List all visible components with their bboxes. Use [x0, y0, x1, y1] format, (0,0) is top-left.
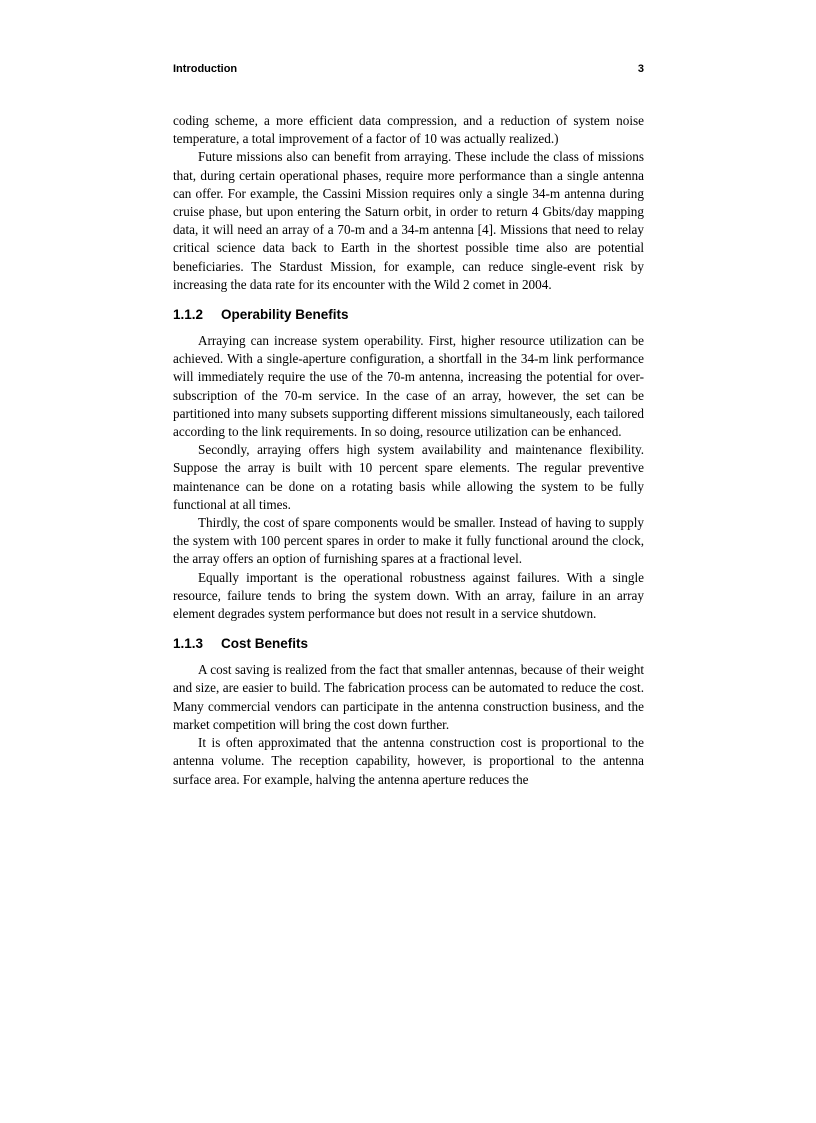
section-number: 1.1.3	[173, 636, 204, 652]
paragraph-continued: coding scheme, a more efficient data compression, and a reduction of system noise temperature, a total improvement of a factor of 10 was actually realized.)	[173, 113, 644, 147]
section-title: Cost Benefits	[221, 636, 309, 652]
section-heading-operability	[173, 306, 644, 324]
paragraph-cost-1: A cost saving is realized from the fact that smaller antennas, because of their weight and size, are easier to build. The fabrication process can be automated to reduce the cost. Many commercial vendors can participate in the antenna construction business, and the market competition will bring the cost down further.	[173, 662, 644, 732]
section-heading-cost	[173, 635, 644, 653]
document-page	[173, 60, 644, 789]
paragraph-operability-4: Equally important is the operational robustness against failures. With a single resource, failure tends to bring the system down. With an array, failure in an array element degrades system performance but does not result in a service shutdown.	[173, 569, 644, 622]
chapter-title: Introduction	[173, 63, 238, 75]
paragraph-operability-2: Secondly, arraying offers high system availability and maintenance flexibility. Suppose the array is built with 10 percent spare elements. The regular preventive maintenance can be done on a rotating basis while allowing the system to be fully functional at all times.	[173, 442, 644, 512]
running-header	[173, 60, 644, 78]
section-number: 1.1.2	[173, 307, 204, 323]
page-number: 3	[637, 63, 644, 75]
paragraph-operability-1: Arraying can increase system operability. First, higher resource utilization can be achieved. With a single-aperture configuration, a shortfall in the 34-m link performance will immediately require the use of the 70-m antenna, increasing the potential for over-subscription of the 70-m service. In the case of an array, however, the set can be partitioned into many subsets supporting different missions simultaneously, each tailored according to the link requirements. In so doing, resource utilization can be enhanced.	[173, 333, 644, 440]
paragraph-future-missions: Future missions also can benefit from arraying. These include the class of missions that, during certain operational phases, require more performance than a single antenna can offer. For example, the Cassini Mission requires only a single 34-m antenna during cruise phase, but upon entering the Saturn orbit, in order to return 4 Gbits/day mapping data, it will need an array of a 70-m and a 34-m antenna [4]. Missions that need to relay critical science data back to Earth in the shortest possible time also are potential beneficiaries. The Stardust Mission, for example, can reduce single-event risk by increasing the data rate for its encounter with the Wild 2 comet in 2004.	[173, 149, 644, 292]
paragraph-cost-2: It is often approximated that the antenna construction cost is proportional to the antenna volume. The reception capability, however, is proportional to the antenna surface area. For example, halving the antenna aperture reduces the	[173, 735, 644, 787]
section-title: Operability Benefits	[221, 307, 349, 323]
paragraph-operability-3: Thirdly, the cost of spare components would be smaller. Instead of having to supply the system with 100 percent spares in order to make it fully functional around the clock, the array offers an option of furnishing spares at a fractional level.	[173, 515, 644, 567]
document-body	[173, 112, 644, 789]
